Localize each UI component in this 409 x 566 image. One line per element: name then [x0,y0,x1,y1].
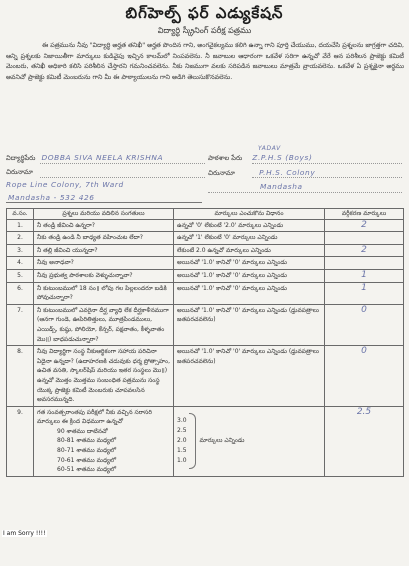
row-number: 9. [7,406,34,476]
marks-range-item: 90 శాతము దాటినచో [57,427,108,435]
instructions-paragraph: ఈ పత్రమును నీవు "విద్యార్థి అర్హత తనిఖీ" అర్హత పొందిన గాని, అంగవైకల్యము కలిగి ఉన్నా గాని పూర్తి చేయుము, దయచేసి ప్రశ్నలను జాగ్రత్తగా చదివి, ఆన్ని ప్రశ్నలకు నిజాయితీగా మార్కులు కుడివైపు ఇచ్చిన కాలమ్‌లో నింపవలెను. నీ జవాబుల ఆధారంగా ఒకవేళ సరిగా ఉన్నచో వేరే ఆన పరిశీలన ప్రాజెక్టు కమిటీ మెంబరు, తనిఖీ అధికారి కలిసి పరిశీలిన చేస్తారని గమనించవలెను. నీకు నిజముగా వలకు సరిపడిన జవాబులు మాత్రమే వ్రాయవలెను. ఒకవేళ ఏ ప్రశ్నకైనా అర్థము అవనిచో ప్రాజెక్టు కమిటీ మెంబరును గాని మీ ఈ పాఠ్యాయులను గాని అడిగి తెలుసుకొనవలెను. [6,42,405,81]
row-question: నీ తల్లి జీవించి యున్నదా? [34,244,174,257]
row-score[interactable] [325,232,404,245]
marks-scale-value: 3.0 [177,417,187,425]
marks-scale [177,413,321,469]
marks-range-list [37,427,170,475]
row-criteria: ఉన్నచో '1' లేకుంటే '0' మార్కులు ఎన్నిండు [174,232,325,245]
row-question: నీవు విద్యార్థిగా సంస్థ నీకుఆర్థికంగా సహాయ పరిచినా ఏదైనా ఉన్నదా? (ఉదాహరణకి చదువుకు ధర్మ ప్రోత్సాహం, ఉచిత వసతి, స్కాలర్‌షిప్ మరియు ఇతర సంస్థలు మొ॥) ఉన్నచో మొత్తం మొత్తము సంబంధిత పత్రమును సంస్థ యొక్క ప్రాజెక్టు కమిటీ మెంబరుకు చూపవలసిన అవసరమున్నది. [34,346,174,407]
row-score[interactable] [325,257,404,270]
table-row [7,219,404,232]
marks-scale-value: 1.5 [177,447,187,455]
student-address-underline [40,177,205,178]
row-number: 4. [7,257,34,270]
row-criteria: అయినచో '1.0' కానిచో '0' మార్కులు ఎన్నిండు [174,257,325,270]
row-number: 7. [7,304,34,345]
table-row [7,304,404,345]
row-number: 5. [7,269,34,282]
marks-scale-value: 1.0 [177,457,187,465]
col-header-score: వర్గీకరణ మార్కులు [325,209,404,220]
student-address-rule [6,202,202,203]
school-address-underline [252,177,402,178]
row-question: నీ కుటుంబములో 18 సం॥ లోపు గల పిల్లలందరూ బడికి పోవుచున్నారా? [34,282,174,304]
row-question: నీ తండ్రి జీవించి ఉన్నరా? [34,219,174,232]
col-header-question: ప్రశ్నలు మరియు వదిలిన సంగతులు [34,209,174,220]
row-number: 8. [7,346,34,407]
row-question [34,406,174,476]
row-score[interactable]: 1 [325,282,404,304]
marks-question-intro: గత సంవత్సరాంతపు పరీక్షలో నీకు వచ్చిన సరాసరి మార్కులు ఈ క్రింద విధముగా ఉన్నచో [37,408,152,426]
school-town-value: Mandasha [260,182,303,191]
row-question: నీ కుటుంబములో ఎవరైనా దీర్ఘ వ్యాధి లేక దీర్ఘకాళీనముగా (ఆనగా గుండె, ఊపిరితిత్తులు, మూత్రపిండములు, ఎయిడ్స్, కుష్ఠు, పోలియో, కేన్సర్, పక్షవాతం, కీళ్ళవాతం మొ॥) బాధపడుచున్నారా? [34,304,174,345]
row-score[interactable]: 1 [325,269,404,282]
row-score[interactable]: 2.5 [325,406,404,476]
school-name-underline [252,163,402,164]
marks-range-item: 80-81 శాతము మధ్యలో [57,437,117,445]
row-score[interactable]: 0 [325,346,404,407]
student-surname-value: YADAV [258,145,281,152]
school-name-label: పాఠశాల పేరు [208,154,243,162]
school-name-value: Z.P.H.S (Boys) [252,153,313,162]
row-score[interactable]: 0 [325,304,404,345]
marks-range-item: 60-51 శాతము మధ్యలో [57,466,117,474]
student-name-underline [40,163,205,164]
row-question: నీకు తండ్రి ఉండి నీ బాధ్యత వహించుట లేదా? [34,232,174,245]
marks-range-item: 80-71 శాతము మధ్యలో [57,447,117,455]
marks-criteria-text: మార్కులు ఎన్నిండు [199,437,245,445]
row-criteria: అయినచో '1.0' కానిచో '0' మార్కులు ఎన్నిండు (ధ్రువపత్రాలు జతపరచవలెను) [174,304,325,345]
row-number: 3. [7,244,34,257]
overlay-caption: I am Sorry !!!! [3,530,46,537]
table-row [7,232,404,245]
marks-scale-value: 2.0 [177,437,187,445]
student-name-value: DOBBA SIVA NEELA KRISHNA [41,153,164,162]
table-header-row [7,209,404,220]
row-question: నీవు ప్రభుత్వ పాఠశాలకు వెళ్ళుచున్నావా? [34,269,174,282]
school-address-value: P.H.S. Colony [259,168,316,177]
student-address-label: చిరునామా [6,168,33,176]
row-score[interactable]: 2 [325,219,404,232]
school-town-underline [208,192,402,193]
row-number: 2. [7,232,34,245]
row-question: నీవు అనాధవా? [34,257,174,270]
school-address-label: చిరునామా [208,169,235,177]
row-criteria: అయినచో '1.0' కానిచో '0' మార్కులు ఎన్నిండు (ధ్రువపత్రాలు జతపరచవలెను) [174,346,325,407]
row-number: 1. [7,219,34,232]
marks-scale-value: 2.5 [177,427,187,435]
table-row [7,346,404,407]
row-criteria [174,406,325,476]
table-row [7,269,404,282]
row-criteria: ఉన్నచో '0' లేకుంటే '2.0' మార్కులు ఎన్నిండు [174,219,325,232]
row-number: 6. [7,282,34,304]
row-criteria: అయినచో '1.0' కానిచో '0' మార్కులు ఎన్నిండు [174,282,325,304]
school-town-field [260,182,303,191]
student-address-line2: Mandasha - 532 426 [8,193,95,202]
table-row-marks [7,406,404,476]
col-header-criteria: మార్కులు ఎంచుకొను విధానం [174,209,325,220]
brace-shape [189,413,196,469]
col-header-number: వ.సం. [7,209,34,220]
marks-range-item: 70-61 శాతము మధ్యలో [57,456,117,464]
row-criteria: అయినచో '1.0' కానిచో '0' మార్కులు ఎన్నిండు [174,269,325,282]
marks-scale-values [177,416,187,466]
student-address-line1: Rope Line Colony, 7th Ward [6,180,124,189]
table-row [7,282,404,304]
table-row [7,244,404,257]
form-title: బిగ్‌హెల్ప్ ఫర్ ఎడ్యుకేషన్ [125,4,284,22]
student-name-label: విద్యార్థిపేరు [6,154,36,162]
row-criteria: లేకుంటే 2.0 ఉన్నచో మార్కులు ఎన్నిండు [174,244,325,257]
row-score[interactable]: 2 [325,244,404,257]
table-row [7,257,404,270]
form-subtitle: విద్యార్థి స్క్రీనింగ్ పరీక్ష పత్రము [157,26,252,35]
questions-table [6,208,404,477]
